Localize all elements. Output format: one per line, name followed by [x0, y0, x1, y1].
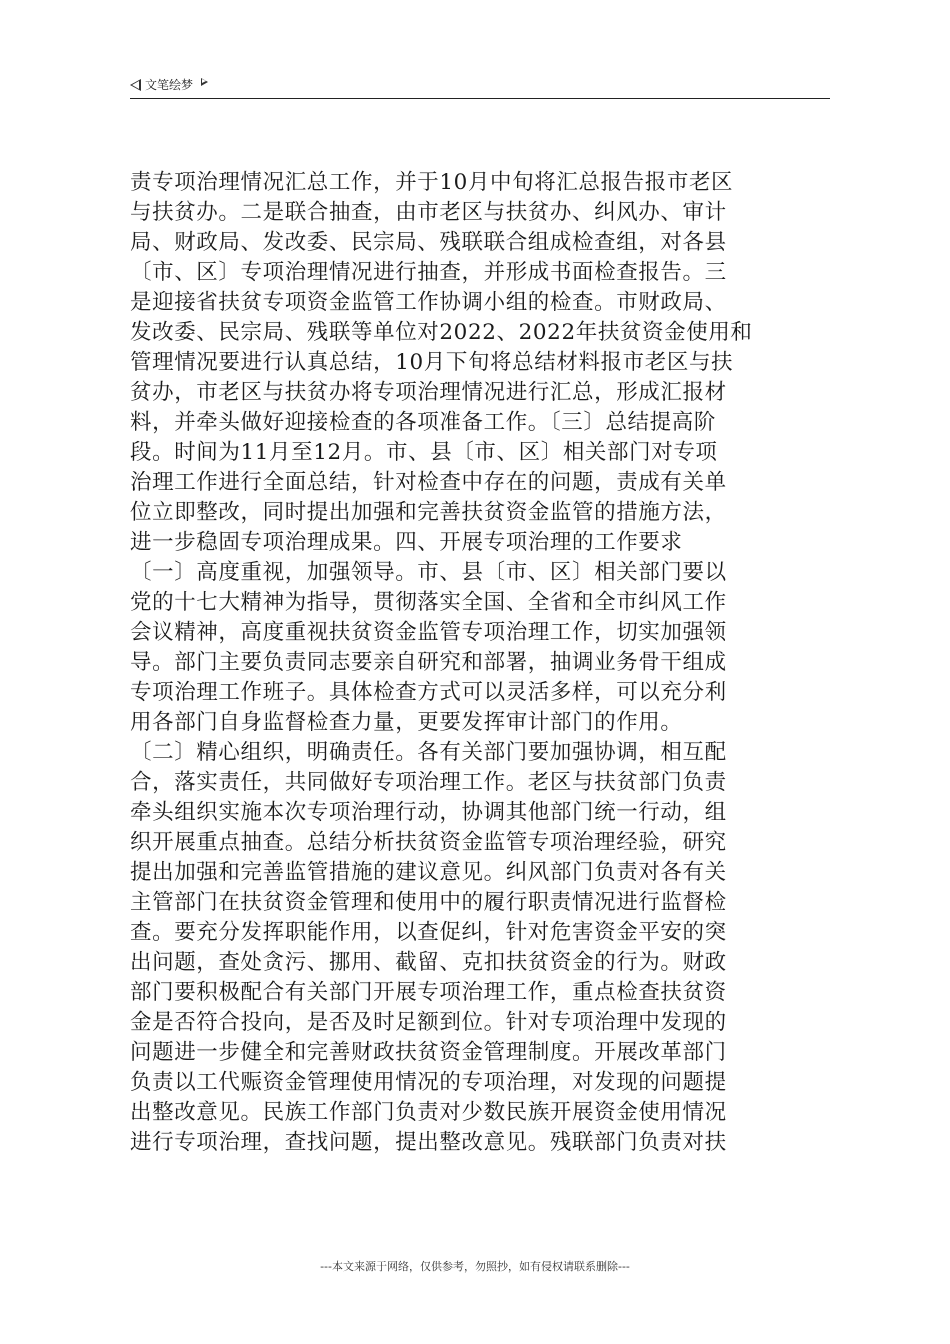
- body-line: 出整改意见。民族工作部门负责对少数民族开展资金使用情况: [130, 1100, 727, 1125]
- body-line: 合，落实责任，共同做好专项治理工作。老区与扶贫部门负责: [130, 770, 727, 795]
- body-line: 进行专项治理，查找问题，提出整改意见。残联部门负责对扶: [130, 1130, 727, 1155]
- body-line: 贫办，市老区与扶贫办将专项治理情况进行汇总，形成汇报材: [130, 380, 727, 405]
- body-line: 牵头组织实施本次专项治理行动，协调其他部门统一行动，组: [130, 800, 727, 825]
- body-line: 查。要充分发挥职能作用，以查促纠，针对危害资金平安的突: [130, 920, 727, 945]
- brand: [130, 76, 208, 93]
- body-line: 问题进一步健全和完善财政扶贫资金管理制度。开展改革部门: [130, 1040, 727, 1065]
- body-line: 负责以工代赈资金管理使用情况的专项治理，对发现的问题提: [130, 1070, 727, 1095]
- body-line: 治理工作进行全面总结，针对检查中存在的问题，责成有关单: [130, 470, 727, 495]
- document-body: [130, 168, 830, 1158]
- body-line: 专项治理工作班子。具体检查方式可以灵活多样，可以充分利: [130, 680, 727, 705]
- body-line: 部门要积极配合有关部门开展专项治理工作，重点检查扶贫资: [130, 980, 727, 1005]
- body-line: 局、财政局、发改委、民宗局、残联联合组成检查组，对各县: [130, 230, 727, 255]
- body-line: 织开展重点抽查。总结分析扶贫资金监管专项治理经验，研究: [130, 830, 727, 855]
- footer-notice: ---本文来源于网络，仅供参考，勿照抄，如有侵权请联系删除---: [320, 1260, 630, 1273]
- body-line: 〔二〕精心组织，明确责任。各有关部门要加强协调，相互配: [130, 740, 727, 765]
- triangle-right-icon: [201, 78, 208, 86]
- body-line: 是迎接省扶贫专项资金监管工作协调小组的检查。市财政局、: [130, 290, 727, 315]
- body-line: 管理情况要进行认真总结，10月下旬将总结材料报市老区与扶: [130, 350, 734, 375]
- body-line: 会议精神，高度重视扶贫资金监管专项治理工作，切实加强领: [130, 620, 727, 645]
- body-line: 提出加强和完善监管措施的建议意见。纠风部门负责对各有关: [130, 860, 727, 885]
- body-line: 进一步稳固专项治理成果。四、开展专项治理的工作要求: [130, 530, 683, 555]
- body-line: 〔市、区〕专项治理情况进行抽查，并形成书面检查报告。三: [130, 260, 727, 285]
- page-header: [130, 74, 830, 99]
- body-line: 与扶贫办。二是联合抽查，由市老区与扶贫办、纠风办、审计: [130, 200, 727, 225]
- body-line: 料，并牵头做好迎接检查的各项准备工作。〔三〕总结提高阶: [130, 410, 716, 435]
- body-line: 位立即整改，同时提出加强和完善扶贫资金监管的措施方法，: [130, 500, 727, 525]
- body-line: 责专项治理情况汇总工作，并于10月中旬将汇总报告报市老区: [130, 170, 734, 195]
- body-line: 金是否符合投向，是否及时足额到位。针对专项治理中发现的: [130, 1010, 727, 1035]
- triangle-left-icon: [130, 79, 141, 91]
- brand-name: 文笔绘梦: [145, 78, 194, 92]
- body-line: 段。时间为11月至12月。市、县〔市、区〕相关部门对专项: [130, 440, 718, 465]
- body-line: 主管部门在扶贫资金管理和使用中的履行职责情况进行监督检: [130, 890, 727, 915]
- body-line: 用各部门自身监督检查力量，更要发挥审计部门的作用。: [130, 710, 683, 735]
- body-line: 发改委、民宗局、残联等单位对2022、2022年扶贫资金使用和: [130, 320, 753, 345]
- body-line: 〔一〕高度重视，加强领导。市、县〔市、区〕相关部门要以: [130, 560, 727, 585]
- body-line: 党的十七大精神为指导，贯彻落实全国、全省和全市纠风工作: [130, 590, 727, 615]
- body-line: 出问题，查处贪污、挪用、截留、克扣扶贫资金的行为。财政: [130, 950, 727, 975]
- body-line: 导。部门主要负责同志要亲自研究和部署，抽调业务骨干组成: [130, 650, 727, 675]
